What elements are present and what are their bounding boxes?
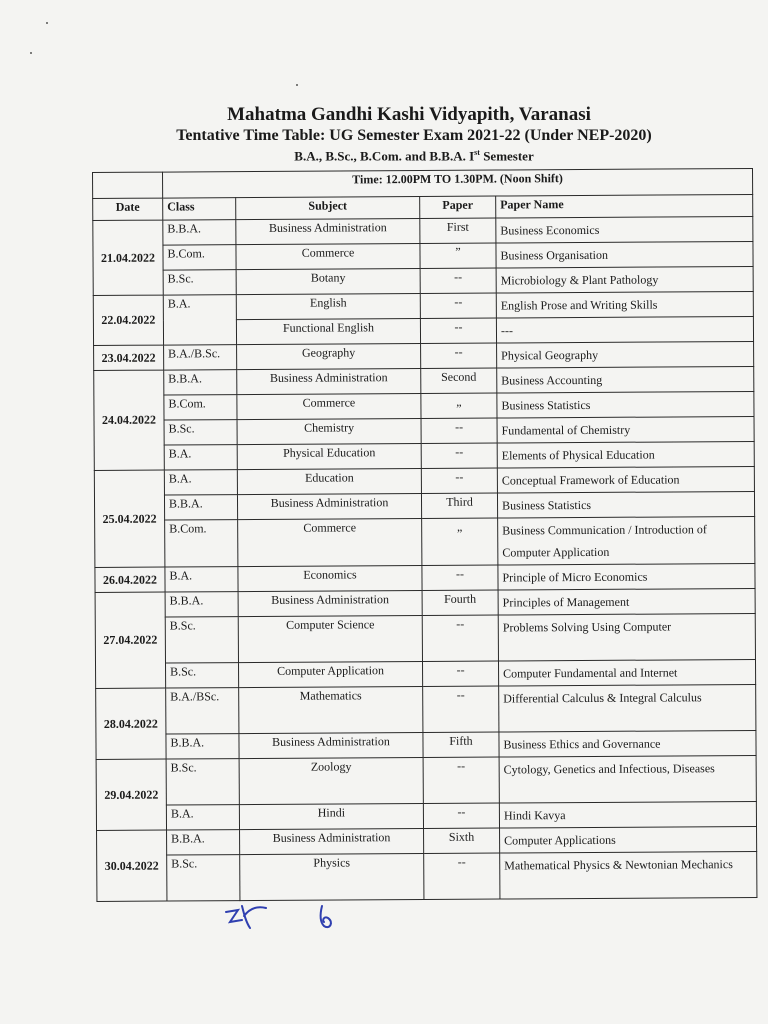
paper-name-cell: Business Statistics: [497, 491, 754, 518]
paper-cell: --: [421, 418, 497, 443]
subject-cell: Geography: [237, 343, 421, 369]
paper-cell: --: [424, 853, 500, 899]
class-cell: B.Com.: [165, 520, 238, 567]
timetable-title: Tentative Time Table: UG Semester Exam 2021-22 (Under NEP-2020): [176, 127, 652, 144]
class-cell: B.Sc.: [163, 270, 236, 295]
table-row: [97, 851, 757, 901]
paper-name-cell: ---: [496, 316, 753, 343]
paper-name-cell: Cytology, Genetics and Infectious, Diseases: [499, 755, 756, 803]
subject-cell: Commerce: [238, 518, 422, 566]
speck: [46, 22, 48, 24]
date-cell: 29.04.2022: [96, 759, 166, 830]
class-cell: B.A.: [163, 295, 236, 345]
date-cell: 23.04.2022: [94, 345, 164, 370]
class-cell: B.Sc.: [165, 617, 238, 663]
paper-cell: --: [423, 757, 499, 803]
date-cell: 28.04.2022: [96, 688, 166, 759]
column-header: Class: [163, 198, 236, 220]
class-cell: B.A.: [164, 470, 237, 495]
signature-mark: [314, 902, 340, 932]
paper-name-cell: Business Ethics and Governance: [499, 730, 756, 757]
paper-cell: „: [421, 393, 497, 418]
paper-name-cell: Microbiology & Plant Pathology: [496, 266, 753, 293]
paper-cell: Third: [421, 493, 497, 518]
column-header: Subject: [236, 196, 420, 219]
subject-cell: Business Administration: [238, 590, 422, 616]
date-cell: 25.04.2022: [94, 470, 165, 567]
subject-cell: English: [236, 293, 420, 319]
date-cell: 21.04.2022: [93, 220, 163, 295]
semester-subtitle: B.A., B.Sc., B.Com. and B.B.A. Ist Semester: [294, 148, 534, 164]
date-cell: 24.04.2022: [94, 370, 165, 470]
paper-name-cell: Business Economics: [496, 216, 753, 243]
paper-name-cell: Conceptual Framework of Education: [497, 466, 754, 493]
class-cell: B.Com.: [164, 395, 237, 420]
paper-name-cell: Physical Geography: [497, 341, 754, 368]
paper-name-cell: Computer Applications: [500, 826, 757, 853]
date-cell: 22.04.2022: [93, 295, 163, 345]
paper-cell: Sixth: [424, 828, 500, 853]
paper-name-cell: Business Organisation: [496, 241, 753, 268]
table-row: [95, 516, 755, 567]
paper-cell: „: [422, 518, 498, 565]
paper-cell: --: [422, 615, 498, 661]
subject-cell: Mathematics: [239, 686, 423, 733]
paper-cell: --: [421, 343, 497, 368]
paper-name-cell: Principles of Management: [498, 588, 755, 615]
paper-cell: --: [421, 443, 497, 468]
paper-cell: Fifth: [423, 732, 499, 757]
speck: [30, 52, 32, 54]
table-row: [95, 613, 755, 663]
university-name: Mahatma Gandhi Kashi Vidyapith, Varanasi: [227, 104, 591, 125]
subject-cell: Chemistry: [237, 418, 421, 444]
column-header: Paper Name: [496, 194, 753, 218]
paper-name-cell: Computer Fundamental and Internet: [498, 659, 755, 686]
subject-cell: Computer Science: [238, 615, 422, 662]
subject-cell: Zoology: [239, 757, 423, 804]
timetable: [92, 168, 757, 902]
subject-cell: Business Administration: [236, 218, 420, 244]
paper-cell: ”: [420, 243, 496, 268]
paper-name-cell: Business Statistics: [497, 391, 754, 418]
paper-cell: --: [423, 686, 499, 732]
table-row: [96, 755, 756, 805]
signature-mark: [222, 898, 272, 932]
subject-cell: Education: [237, 468, 421, 494]
subject-cell: Computer Application: [238, 661, 422, 687]
class-cell: B.A.: [166, 805, 239, 830]
class-cell: B.B.A.: [163, 220, 236, 245]
paper-name-cell: Mathematical Physics & Newtonian Mechanics: [500, 851, 757, 899]
paper-cell: --: [420, 268, 496, 293]
paper-name-cell: Differential Calculus & Integral Calculus: [499, 684, 756, 732]
date-cell: 27.04.2022: [95, 592, 166, 688]
paper-cell: --: [422, 661, 498, 686]
shift-time: Time: 12.00PM TO 1.30PM. (Noon Shift): [163, 168, 753, 198]
class-cell: B.A./BSc.: [166, 688, 239, 734]
class-cell: B.Sc.: [166, 759, 239, 805]
subject-cell: Hindi: [239, 803, 423, 829]
paper-name-cell: Business Communication / Introduction of Computer Application: [498, 516, 755, 565]
subject-cell: Botany: [236, 268, 420, 294]
subject-cell: Economics: [238, 565, 422, 591]
paper-name-cell: Hindi Kavya: [499, 801, 756, 828]
column-header: Date: [93, 198, 163, 220]
class-cell: B.B.A.: [165, 592, 238, 617]
paper-name-cell: Problems Solving Using Computer: [498, 613, 755, 661]
paper-name-cell: Business Accounting: [497, 366, 754, 393]
subject-cell: Physics: [240, 853, 424, 900]
date-cell: 30.04.2022: [97, 830, 167, 901]
subject-cell: Commerce: [237, 393, 421, 419]
class-cell: B.Com.: [163, 245, 236, 270]
subject-cell: Business Administration: [239, 732, 423, 758]
paper-cell: --: [422, 565, 498, 590]
subject-cell: Commerce: [236, 243, 420, 269]
paper-cell: First: [420, 218, 496, 243]
paper-cell: Fourth: [422, 590, 498, 615]
document-header: [0, 104, 768, 164]
paper-cell: --: [423, 803, 499, 828]
paper-name-cell: Elements of Physical Education: [497, 441, 754, 468]
subject-cell: Business Administration: [237, 368, 421, 394]
class-cell: B.A./B.Sc.: [164, 345, 237, 370]
subject-cell: Business Administration: [240, 828, 424, 854]
shift-row: [93, 168, 753, 198]
class-cell: B.B.A.: [167, 830, 240, 855]
class-cell: B.Sc.: [164, 420, 237, 445]
speck: [296, 84, 298, 86]
paper-cell: --: [421, 468, 497, 493]
paper-name-cell: English Prose and Writing Skills: [496, 291, 753, 318]
class-cell: B.B.A.: [166, 734, 239, 759]
subject-cell: Business Administration: [237, 493, 421, 519]
paper-name-cell: Fundamental of Chemistry: [497, 416, 754, 443]
paper-cell: --: [420, 318, 496, 343]
class-cell: B.Sc.: [166, 663, 239, 688]
date-cell: 26.04.2022: [95, 567, 165, 592]
paper-name-cell: Principle of Micro Economics: [498, 563, 755, 590]
table-row: [96, 684, 756, 734]
class-cell: B.A.: [165, 567, 238, 592]
paper-cell: --: [420, 293, 496, 318]
class-cell: B.Sc.: [167, 855, 240, 901]
subject-cell: Physical Education: [237, 443, 421, 469]
subject-cell: Functional English: [236, 318, 420, 344]
class-cell: B.B.A.: [164, 370, 237, 395]
class-cell: B.A.: [164, 445, 237, 470]
paper-cell: Second: [421, 368, 497, 393]
class-cell: B.B.A.: [164, 495, 237, 520]
column-header: Paper: [420, 196, 496, 218]
